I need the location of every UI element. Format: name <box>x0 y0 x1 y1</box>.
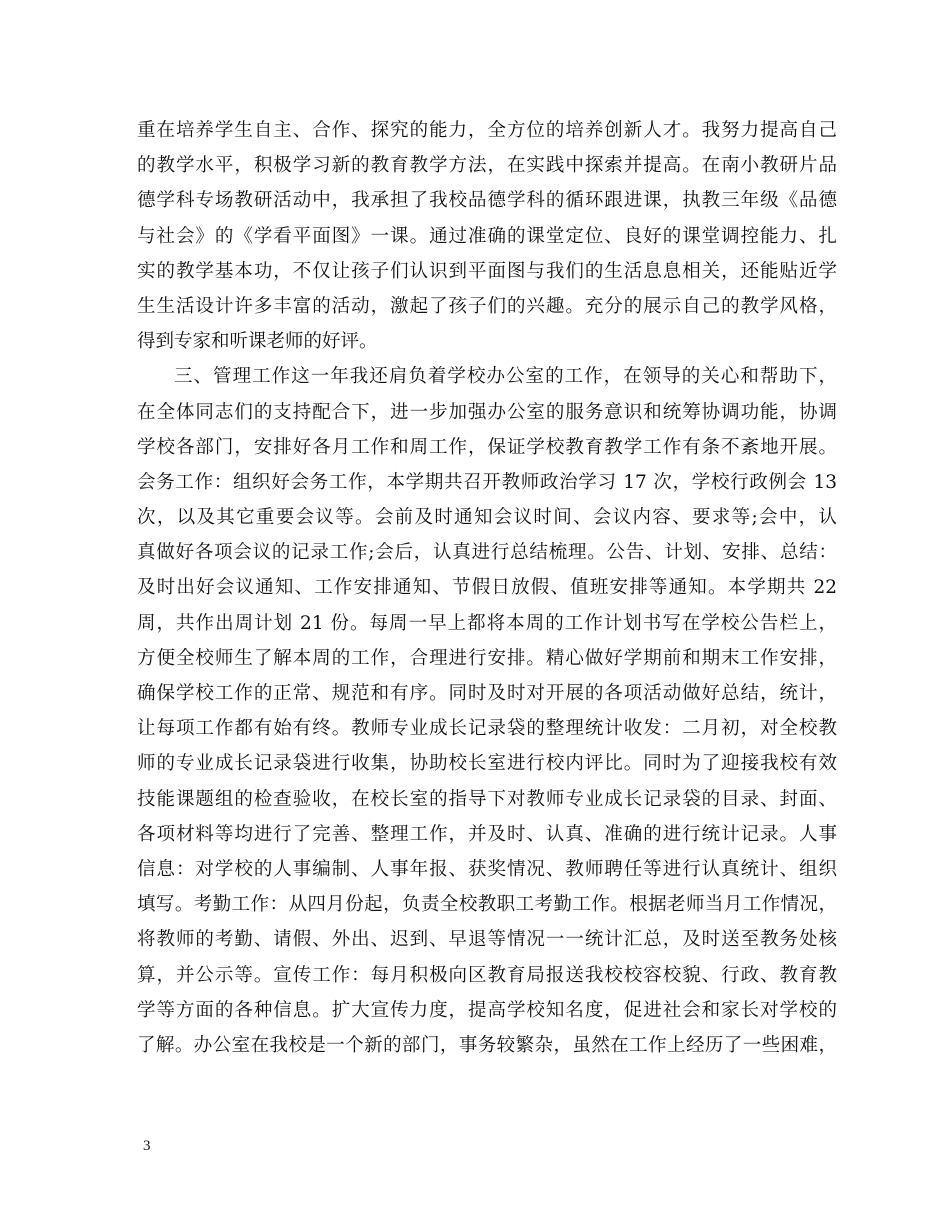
text-line: 填写。考勤工作：从四月份起，负责全校教职工考勤工作。根据老师当月工作情况， <box>137 894 837 916</box>
text-line: 得到专家和听课老师的好评。 <box>137 331 378 353</box>
text-line: 了解。办公室在我校是一个新的部门，事务较繁杂，虽然在工作上经历了一些困难， <box>137 1034 837 1056</box>
text-line: 技能课题组的检查验收，在校长室的指导下对教师专业成长记录袋的目录、封面、 <box>137 788 837 810</box>
text-line: 及时出好会议通知、工作安排通知、节假日放假、值班安排等通知。本学期共 22 <box>137 577 837 599</box>
text-line: 各项材料等均进行了完善、整理工作，并及时、认真、准确的进行统计记录。人事 <box>137 823 837 845</box>
text-line: 将教师的考勤、请假、外出、迟到、早退等情况一一统计汇总，及时送至教务处核 <box>137 929 837 951</box>
text-line: 会务工作：组织好会务工作，本学期共召开教师政治学习 17 次，学校行政例会 13 <box>137 471 837 493</box>
text-line: 与社会》的《学看平面图》一课。通过准确的课堂定位、良好的课堂调控能力、扎 <box>137 225 837 247</box>
text-line: 让每项工作都有始有终。教师专业成长记录袋的整理统计收发：二月初，对全校教 <box>137 718 837 740</box>
text-line: 重在培养学生自主、合作、探究的能力，全方位的培养创新人才。我努力提高自己 <box>137 120 837 141</box>
text-line: 学等方面的各种信息。扩大宣传力度，提高学校知名度，促进社会和家长对学校的 <box>137 999 837 1021</box>
text-line: 信息：对学校的人事编制、人事年报、获奖情况、教师聘任等进行认真统计、组织 <box>137 858 837 880</box>
text-line: 在全体同志们的支持配合下，进一步加强办公室的服务意识和统筹协调功能，协调 <box>137 401 837 423</box>
text-line: 周，共作出周计划 21 份。每周一早上都将本周的工作计划书写在学校公告栏上， <box>137 612 837 634</box>
text-line: 实的教学基本功，不仅让孩子们认识到平面图与我们的生活息息相关，还能贴近学 <box>137 260 837 282</box>
text-line: 确保学校工作的正常、规范和有序。同时及时对开展的各项活动做好总结，统计， <box>137 683 837 704</box>
text-line: 德学科专场教研活动中，我承担了我校品德学科的循环跟进课，执教三年级《品德 <box>137 190 837 212</box>
text-line: 方便全校师生了解本周的工作，合理进行安排。精心做好学期前和期末工作安排， <box>137 647 837 669</box>
text-line: 的教学水平，积极学习新的教育教学方法，在实践中探索并提高。在南小教研片品 <box>137 155 837 177</box>
text-line: 次，以及其它重要会议等。会前及时通知会议时间、会议内容、要求等;会中，认 <box>137 507 837 529</box>
text-line: 真做好各项会议的记录工作;会后，认真进行总结梳理。公告、计划、安排、总结： <box>137 542 837 564</box>
text-line: 生生活设计许多丰富的活动，激起了孩子们的兴趣。充分的展示自己的教学风格， <box>137 295 837 317</box>
body-text <box>137 113 837 1063</box>
text-line: 算，并公示等。宣传工作：每月积极向区教育局报送我校校容校貌、行政、教育教 <box>137 964 837 986</box>
text-line: 三、管理工作这一年我还肩负着学校办公室的工作，在领导的关心和帮助下， <box>174 366 837 388</box>
page-number: 3 <box>143 1138 151 1154</box>
text-line: 学校各部门，安排好各月工作和周工作，保证学校教育教学工作有条不紊地开展。 <box>137 436 837 458</box>
text-line: 师的专业成长记录袋进行收集，协助校长室进行校内评比。同时为了迎接我校有效 <box>137 753 837 775</box>
